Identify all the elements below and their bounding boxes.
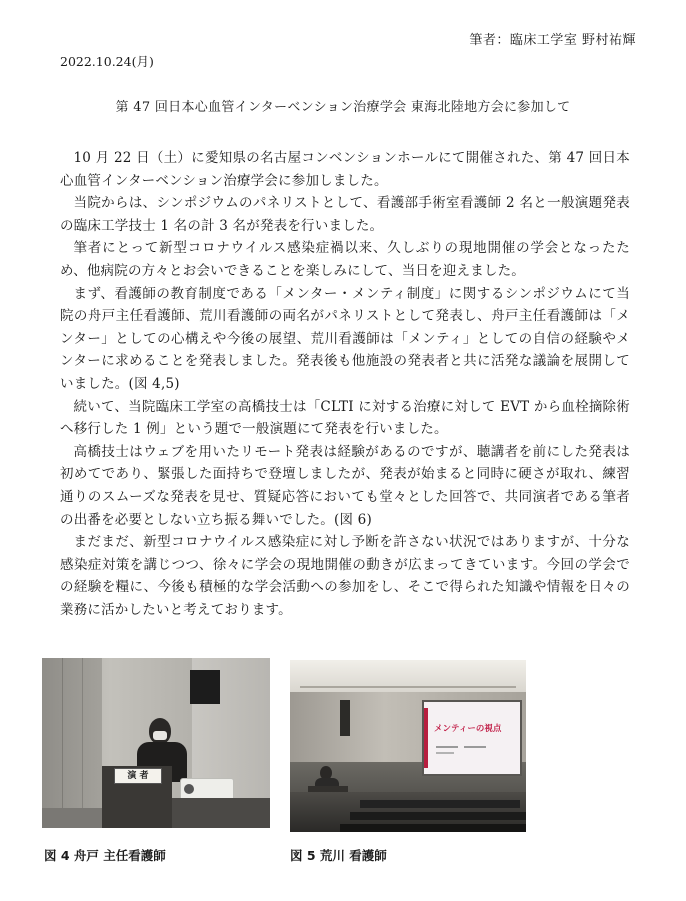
paragraph: まず、看護師の教育制度である「メンター・メンティ制度」に関するシンポジウムにて当院の舟戸主任看護師、荒川看護師の両名がパネリストとして発表し、舟戸主任看護師は「メンター」としての心構えや今後の展望、荒川看護師は「メンティ」としての自信の経験やメンターに求めることを発表しました。発表後も他施設の発表者と共に活発な議論を展開していました。(図 4,5): [60, 285, 630, 392]
article-body: [60, 147, 630, 621]
paragraph: 高橋技士はウェブを用いたリモート発表は経験があるのですが、聴講者を前にした発表は初めてであり、緊張した面持ちで登壇しましたが、発表が始まると同時に硬さが取れ、練習通りのスムーズな発表を見せ、質疑応答においても堂々とした回答で、共同演者である筆者の出番を必要としない立ち振る舞いでした。(図 6): [60, 443, 630, 528]
article-title: 第 47 回日本心血管インターベンション治療学会 東海北陸地方会に参加して: [115, 100, 571, 115]
paragraph: 続いて、当院臨床工学室の高橋技士は「CLTI に対する治療に対して EVT から血栓摘除術へ移行した 1 例」という題で一般演題にて発表を行いました。: [60, 398, 630, 438]
author-line: 筆者：臨床工学室 野村祐輝: [469, 33, 636, 48]
paragraph: 筆者にとって新型コロナウイルス感染症禍以来、久しぶりの現地開催の学会となったため、他病院の方々とお会いできることを楽しみにして、当日を迎えました。: [60, 240, 630, 279]
slide-title: メンティーの視点: [434, 724, 502, 734]
projection-screen: [422, 700, 522, 776]
paragraph: 10 月 22 日（土）に愛知県の名古屋コンベンションホールにて開催された、第 47 回日本心血管インターベンション治療学会に参加しました。: [60, 150, 630, 189]
date: 2022.10.24(月): [60, 54, 154, 69]
speaker-box: [190, 670, 220, 704]
podium-sign: 演 者: [114, 768, 162, 784]
paragraph: まだまだ、新型コロナウイルス感染症に対し予断を許さない状況ではありますが、十分な感染症対策を講じつつ、徐々に学会の現地開催の動きが広まってきています。今回の学会での経験を糧に、今後も積極的な学会活動への参加をし、そこで得られた知識や情報を日々の業務に活かしたいと考えております。: [60, 534, 630, 618]
paragraph: 当院からは、シンポジウムのパネリストとして、看護部手術室看護師 2 名と一般演題発表の臨床工学技士 1 名の計 3 名が発表を行いました。: [60, 195, 630, 234]
figure-4-caption: 図 4 舟戸 主任看護師: [44, 848, 166, 863]
figure-5-photo: [290, 660, 526, 832]
figure-4-photo: [42, 658, 270, 828]
figure-5-caption: 図 5 荒川 看護師: [290, 848, 387, 863]
